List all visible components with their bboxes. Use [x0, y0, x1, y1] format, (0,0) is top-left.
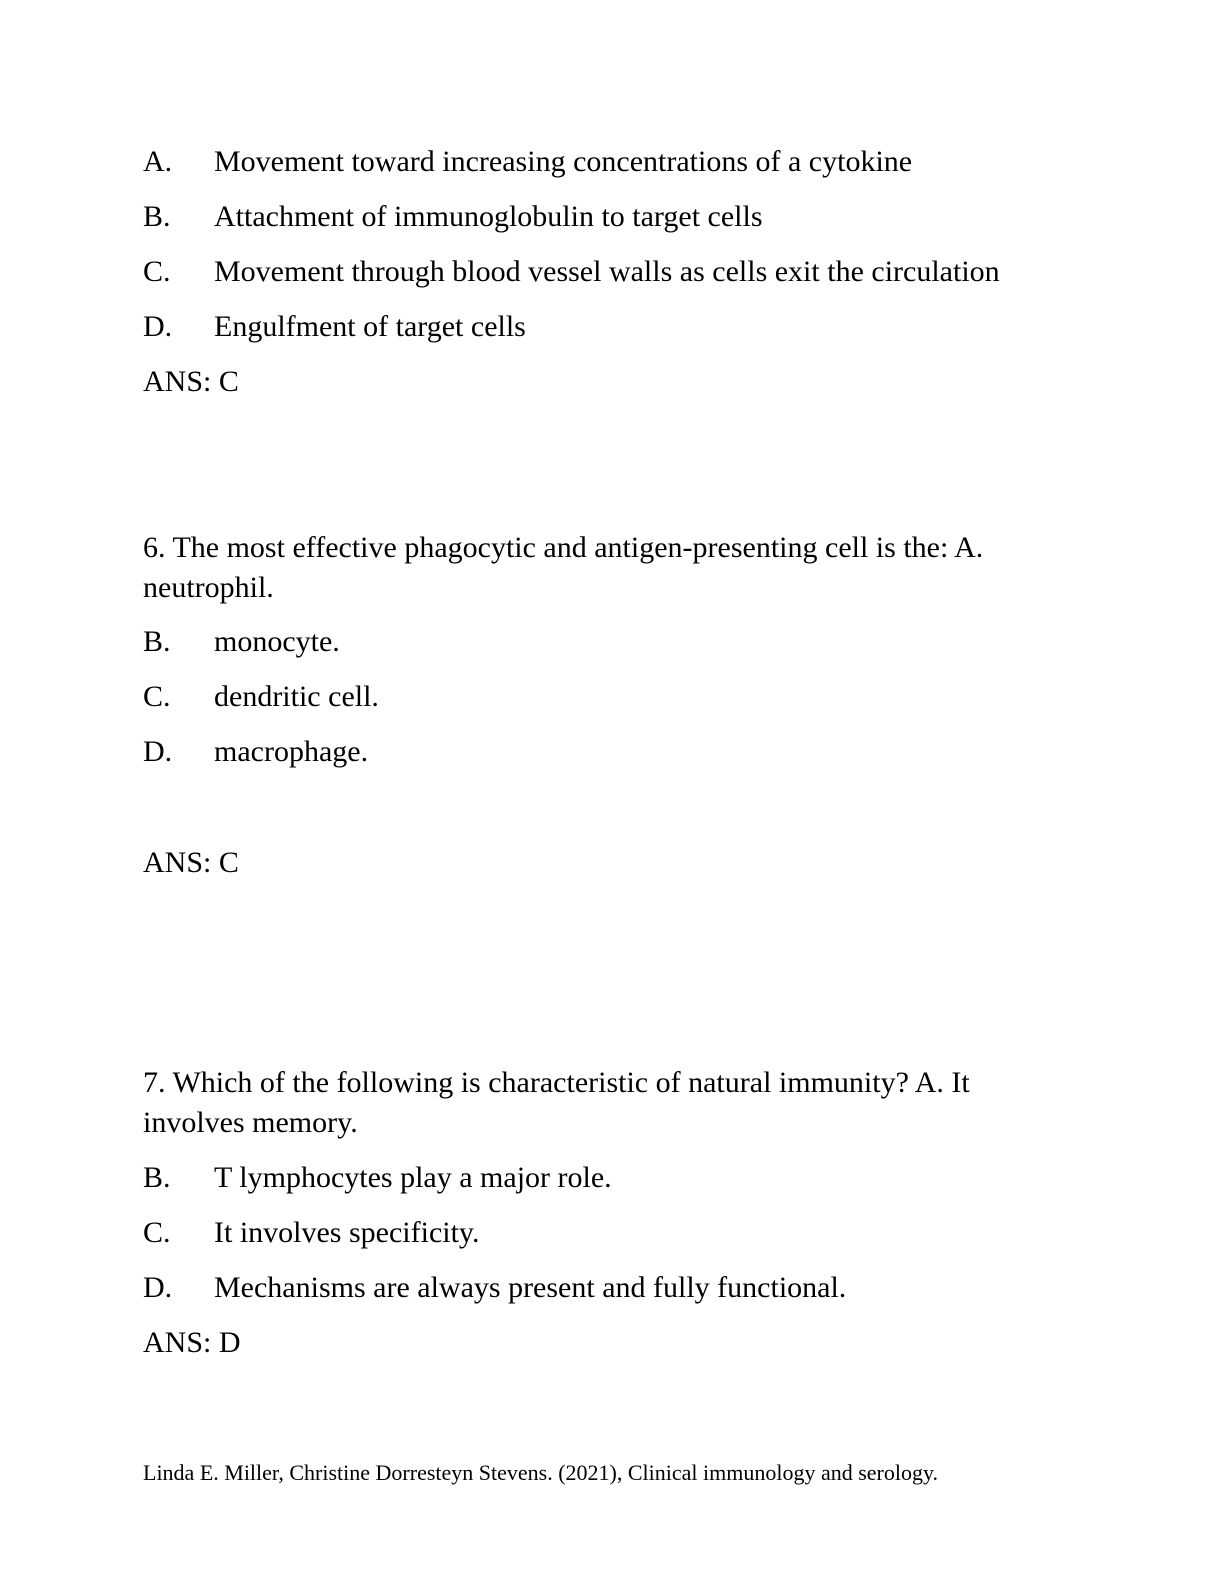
answer-label: ANS: C [143, 846, 239, 879]
option-letter: C. [143, 255, 171, 288]
option-a [143, 142, 912, 182]
option-b [143, 1158, 612, 1198]
option-text: dendritic cell. [214, 680, 379, 713]
option-text: Attachment of immunoglobulin to target cells [214, 200, 763, 233]
option-text: Movement through blood vessel walls as cells exit the circulation [214, 255, 1000, 288]
option-text: Movement toward increasing concentrations of a cytokine [214, 145, 913, 178]
option-letter: B. [143, 1161, 171, 1194]
option-text: Mechanisms are always present and fully functional. [214, 1271, 847, 1304]
footer-citation: Linda E. Miller, Christine Dorresteyn Stevens. (2021), Clinical immunology and serology. [143, 1460, 939, 1485]
question-6-text: 6. The most effective phagocytic and antigen-presenting cell is the: A. neutrophil. [143, 531, 984, 604]
option-letter: C. [143, 680, 171, 713]
option-letter: A. [143, 145, 173, 178]
option-b [143, 622, 340, 662]
option-d [143, 732, 368, 772]
option-letter: B. [143, 625, 171, 658]
option-letter: D. [143, 735, 173, 768]
option-c [143, 252, 1000, 292]
option-text: Engulfment of target cells [214, 310, 526, 343]
option-c [143, 1213, 480, 1253]
option-letter: B. [143, 200, 171, 233]
answer-label: ANS: D [143, 1326, 241, 1359]
option-text: monocyte. [214, 625, 340, 658]
answer-label: ANS: C [143, 365, 239, 398]
option-d [143, 307, 526, 347]
option-text: macrophage. [214, 735, 369, 768]
option-b [143, 197, 763, 237]
option-d [143, 1268, 846, 1308]
option-letter: D. [143, 310, 173, 343]
question-7-text: 7. Which of the following is characteristic of natural immunity? A. It involves memory. [143, 1066, 970, 1139]
option-text: It involves specificity. [214, 1216, 480, 1249]
option-text: T lymphocytes play a major role. [214, 1161, 612, 1194]
option-letter: D. [143, 1271, 173, 1304]
option-c [143, 677, 379, 717]
option-letter: C. [143, 1216, 171, 1249]
